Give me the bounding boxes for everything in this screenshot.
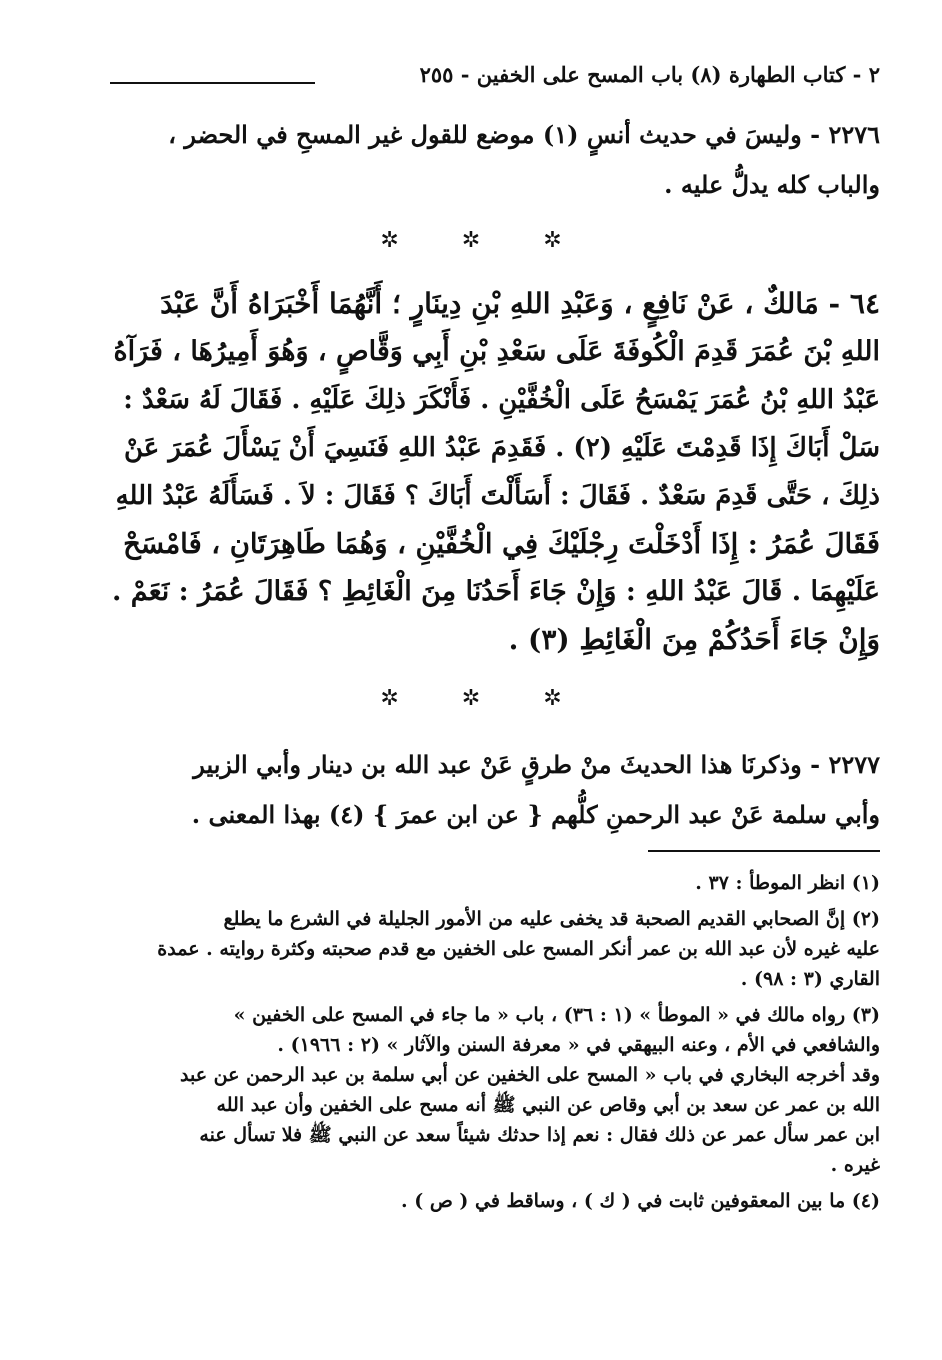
star-ornament-icon: ✲ bbox=[543, 228, 562, 253]
hadith-line: ٦٤ - مَالكٌ ، عَنْ نَافِعٍ ، وَعَبْدِ اللهِ بْنِ دِينَارٍ ؛ أَنَّهُمَا أَخْبَرَاهُ أَنَّ عَبْدَ bbox=[160, 287, 880, 320]
footnote-line: غيره . bbox=[830, 1154, 880, 1176]
footnote-line: (٣) رواه مالك في « الموطأ » (١ : ٣٦) ، باب « ما جاء في المسح على الخفين » bbox=[233, 1004, 880, 1026]
footnote-line: وقد أخرجه البخاري في باب « المسح على الخفين عن أبي سلمة بن عبد الرحمن عن عبد bbox=[179, 1064, 880, 1086]
footnote-4 bbox=[110, 1186, 880, 1216]
star-ornament-icon: ✲ bbox=[543, 686, 562, 711]
paragraph-2277 bbox=[110, 740, 880, 840]
hadith-line: عَلَيْهِمَا . قَالَ عَبْدُ اللهِ : وَإِنْ جَاءَ أَحَدُنَا مِنَ الْغَائِطِ ؟ فَقَالَ عُمَرُ : نَعَمْ . bbox=[111, 576, 880, 607]
hadith-line: فَقَالَ عُمَرُ : إِذَا أَدْخَلْتَ رِجْلَيْكَ فِي الْخُفَّيْنِ ، وَهُمَا طَاهِرَتَانِ ، فَامْسَحْ bbox=[123, 528, 880, 560]
hadith-line: اللهِ بْنَ عُمَرَ قَدِمَ الْكُوفَةَ عَلَى سَعْدِ بْنِ أَبِي وَقَّاصٍ ، وَهُوَ أَمِيرُهَا ، فَرَآهُ bbox=[113, 336, 880, 367]
section-separator bbox=[0, 228, 942, 253]
section-separator bbox=[0, 686, 942, 711]
text-line: ٢٢٧٦ - وليسَ في حديث أنسٍ (١) موضع للقول غير المسحِ في الحضر ، bbox=[168, 120, 880, 149]
hadith-line: سَلْ أَبَاكَ إِذَا قَدِمْتَ عَلَيْهِ (٢) . فَقَدِمَ عَبْدُ اللهِ فَنَسِيَ أَنْ يَسْأَلَ عُمَرَ عَنْ bbox=[123, 433, 880, 463]
footnote-line: الله بن عمر عن سعد بن أبي وقاص عن النبي ﷺ أنه مسح على الخفين وأن عبد الله bbox=[216, 1094, 880, 1116]
footnote-line: عليه غيره لأن عبد الله بن عمر أنكر المسح على الخفين مع قدم صحبته وكثرة روايته . عمدة bbox=[157, 938, 880, 960]
footnote-line: (٢) إنَّ الصحابي القديم الصحبة قد يخفى عليه من الأمور الجليلة في الشرع ما يطلع bbox=[223, 908, 880, 930]
text-line: وأبي سلمة عَنْ عبد الرحمنِ كلُّهم { عن ابن عمرَ } (٤) بهذا المعنى . bbox=[191, 800, 880, 829]
hadith-line: وَإِنْ جَاءَ أَحَدُكُمْ مِنَ الْغَائِطِ (٣) . bbox=[508, 623, 880, 656]
footnote-divider bbox=[648, 850, 880, 852]
hadith-line: عَبْدُ اللهِ بْنُ عُمَرَ يَمْسَحُ عَلَى الْخُفَّيْنِ . فَأَنْكَرَ ذلِكَ عَلَيْهِ . فَقَالَ لَهُ سَعْدٌ : bbox=[123, 385, 880, 415]
hadith-line: ذلِكَ ، حَتَّى قَدِمَ سَعْدٌ . فَقَالَ : أَسَأَلْتَ أَبَاكَ ؟ فَقَالَ : لاَ . فَسَأَلَهُ عَبْدُ اللهِ bbox=[115, 481, 880, 511]
footnote-line: القاري (٣ : ٩٨) . bbox=[740, 968, 880, 990]
star-ornament-icon: ✲ bbox=[380, 686, 399, 711]
header-rule bbox=[110, 82, 315, 84]
footnote-line: والشافعي في الأم ، وعنه البيهقي في « معرفة السنن والآثار » (٢ : ١٩٦٦) . bbox=[277, 1034, 880, 1056]
page-header bbox=[110, 60, 880, 100]
star-ornament-icon: ✲ bbox=[461, 686, 481, 711]
hadith-64 bbox=[110, 280, 880, 664]
star-ornament-icon: ✲ bbox=[380, 228, 399, 253]
paragraph-2276 bbox=[110, 110, 880, 210]
footnote-line: ابن عمر سأل عمر عن ذلك فقال : نعم إذا حدثك شيئاً سعد عن النبي ﷺ فلا تسأل عنه bbox=[199, 1124, 880, 1146]
text-line: والباب كله يدلُّ عليه . bbox=[664, 170, 880, 199]
footnote-3 bbox=[110, 1000, 880, 1180]
text-line: ٢٢٧٧ - وذكرنَا هذا الحديثَ منْ طرقٍ عَنْ عبد الله بن دينار وأبي الزبير bbox=[193, 750, 880, 779]
star-ornament-icon: ✲ bbox=[461, 228, 481, 253]
footnote-line: (٤) ما بين المعقوفين ثابت في ( ك ) ، وساقط في ( ص ) . bbox=[400, 1190, 880, 1212]
footnotes bbox=[110, 868, 880, 1222]
footnote-2 bbox=[110, 904, 880, 994]
header-title: ٢ - كتاب الطهارة (٨) باب المسح على الخفين - ٢٥٥ bbox=[419, 62, 880, 87]
footnote-line: (١) انظر الموطأ : ٣٧ . bbox=[695, 872, 880, 894]
footnote-1 bbox=[110, 868, 880, 898]
